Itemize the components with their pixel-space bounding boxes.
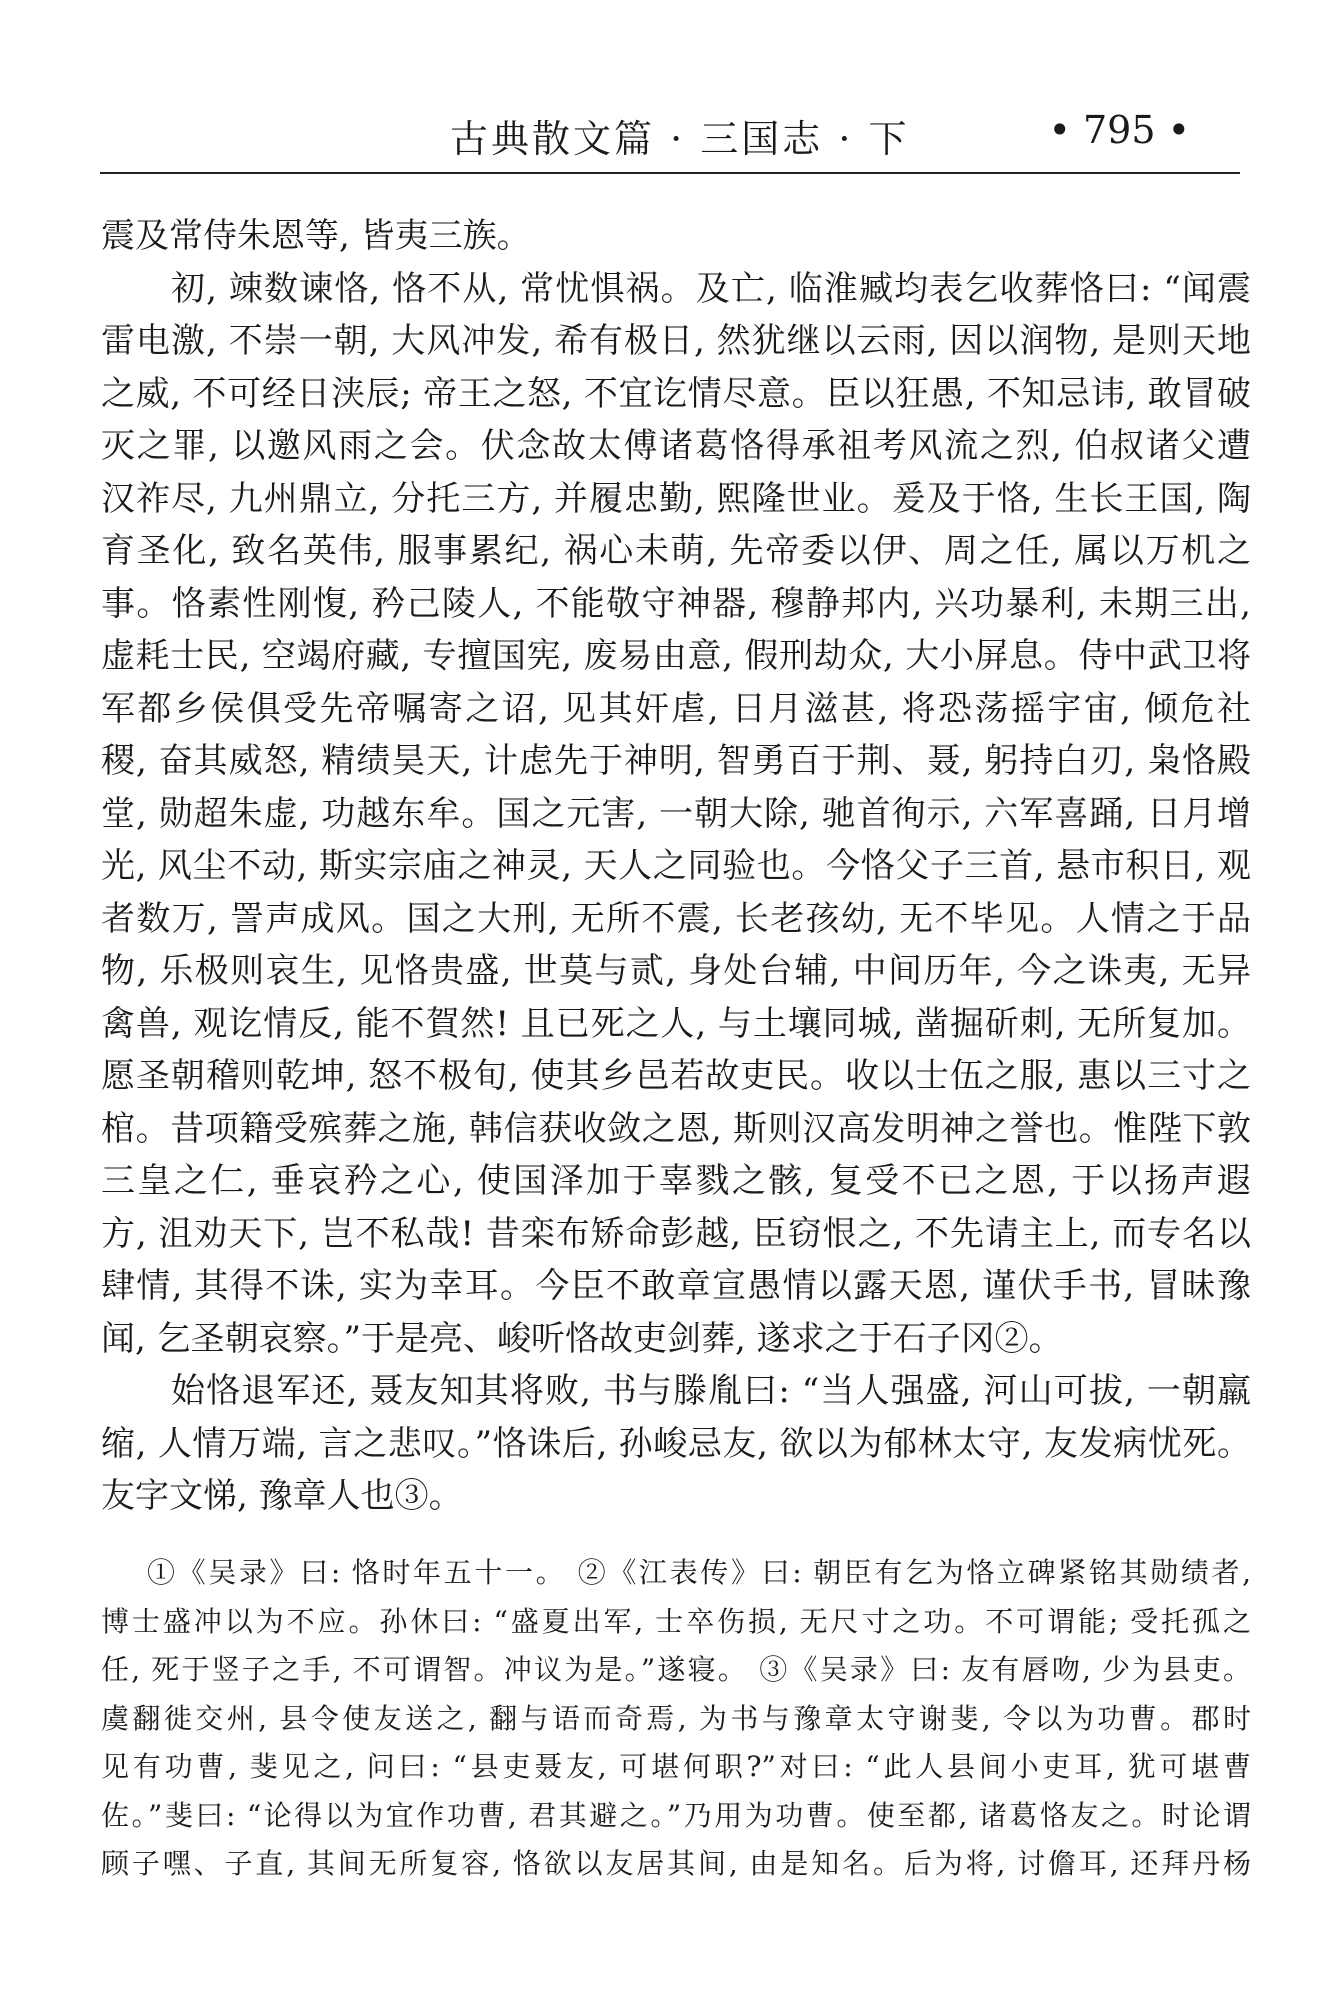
page-header (100, 100, 1240, 174)
text-line: 者数万, 詈声成风。国之大刑, 无所不震, 长老孩幼, 无不毕见。人情之于品 (101, 898, 1251, 939)
footnote-line: ①《吴录》曰: 恪时年五十一。 ②《江表传》曰: 朝臣有乞为恪立碑紧铭其勋绩者, (147, 1556, 1251, 1589)
text-line: 汉祚尽, 九州鼎立, 分托三方, 并履忠勤, 熙隆世业。爰及于恪, 生长王国, 陶 (101, 478, 1251, 519)
text-line: 闻, 乞圣朝哀察。”于是亮、峻听恪故吏剑葬, 遂求之于石子冈②。 (101, 1318, 1063, 1359)
text-line: 震及常侍朱恩等, 皆夷三族。 (101, 216, 531, 256)
main-text (101, 210, 1251, 1523)
text-line: 堂, 勋超朱虚, 功越东牟。国之元害, 一朝大除, 驰首徇示, 六军喜踊, 日月增 (101, 793, 1251, 834)
footnote-line: 顾子嘿、子直, 其间无所复容, 恪欲以友居其间, 由是知名。后为将, 讨儋耳, 还拜丹杨 (101, 1847, 1251, 1880)
text-line: 始恪退军还, 聂友知其将败, 书与滕胤曰: “当人强盛, 河山可拔, 一朝羸 (171, 1371, 1251, 1411)
text-line: 雷电激, 不崇一朝, 大风冲发, 希有极日, 然犹继以云雨, 因以润物, 是则天地 (101, 321, 1251, 361)
text-line: 肆情, 其得不诛, 实为幸耳。今臣不敢章宣愚情以露天恩, 谨伏手书, 冒昧豫 (101, 1266, 1251, 1306)
text-line: 缩, 人情万端, 言之悲叹。”恪诛后, 孙峻忌友, 欲以为郁林太守, 友发病忧死。 (101, 1423, 1251, 1464)
footnote-line: 见有功曹, 斐见之, 问曰: “县吏聂友, 可堪何职?”对曰: “此人县间小吏耳, 犹可堪曹 (101, 1750, 1251, 1783)
text-line: 方, 沮劝天下, 岂不私哉! 昔栾布矫命彭越, 臣窃恨之, 不先请主上, 而专名以 (101, 1213, 1251, 1254)
footnotes (101, 1549, 1251, 1889)
text-line: 光, 风尘不动, 斯实宗庙之神灵, 天人之同验也。今恪父子三首, 悬市积日, 观 (101, 846, 1251, 886)
text-line: 灭之罪, 以邀风雨之会。伏念故太傅诸葛恪得承祖考风流之烈, 伯叔诸父遭 (101, 426, 1251, 466)
footnote-line: 虞翻徙交州, 县令使友送之, 翻与语而奇焉, 为书与豫章太守谢斐, 令以为功曹。郡时 (101, 1701, 1251, 1735)
page-number: • 795 • (1048, 108, 1190, 152)
footnote-line: 任, 死于竖子之手, 不可谓智。冲议为是。”遂寝。 ③《吴录》曰: 友有唇吻, 少为县吏。 (101, 1653, 1251, 1686)
text-line: 事。恪素性刚愎, 矜己陵人, 不能敬守神器, 穆静邦内, 兴功暴利, 未期三出, (101, 583, 1251, 624)
footnote-line: 博士盛冲以为不应。孙休曰: “盛夏出军, 士卒伤损, 无尺寸之功。不可谓能; 受托孤之 (101, 1604, 1251, 1638)
running-title: 古典散文篇 · 三国志 · 下 (450, 117, 910, 161)
text-line: 初, 竦数谏恪, 恪不从, 常忧惧祸。及亡, 临淮臧均表乞收葬恪曰: “闻震 (171, 268, 1251, 309)
text-line: 友字文悌, 豫章人也③。 (101, 1476, 463, 1516)
text-line: 军都乡侯俱受先帝嘱寄之诏, 见其奸虐, 日月滋甚, 将恐荡摇宇宙, 倾危社 (101, 688, 1251, 729)
text-line: 三皇之仁, 垂哀矜之心, 使国泽加于辜戮之骸, 复受不已之恩, 于以扬声遐 (101, 1161, 1251, 1201)
footnote-line: 佐。”斐曰: “论得以为宜作功曹, 君其避之。”乃用为功曹。使至都, 诸葛恪友之。时论谓 (101, 1798, 1251, 1832)
text-line: 愿圣朝稽则乾坤, 怒不极旬, 使其乡邑若故吏民。收以士伍之服, 惠以三寸之 (101, 1056, 1251, 1096)
text-line: 之威, 不可经日浃辰; 帝王之怒, 不宜讫情尽意。臣以狂愚, 不知忌讳, 敢冒破 (101, 373, 1251, 414)
text-line: 物, 乐极则哀生, 见恪贵盛, 世莫与贰, 身处台辅, 中间历年, 今之诛夷, 无异 (101, 951, 1251, 991)
text-line: 虚耗士民, 空竭府藏, 专擅国宪, 废易由意, 假刑劫众, 大小屏息。侍中武卫将 (101, 636, 1251, 676)
text-line: 禽兽, 观讫情反, 能不賀然! 且已死之人, 与土壤同城, 凿掘斫刺, 无所复加。 (101, 1003, 1251, 1044)
text-line: 稷, 奋其威怒, 精绩昊天, 计虑先于神明, 智勇百于荆、聂, 躬持白刃, 枭恪殿 (101, 741, 1251, 781)
text-line: 育圣化, 致名英伟, 服事累纪, 祸心未萌, 先帝委以伊、周之任, 属以万机之 (101, 531, 1251, 571)
text-line: 棺。昔项籍受殡葬之施, 韩信获收敛之恩, 斯则汉高发明神之誉也。惟陛下敦 (101, 1108, 1251, 1149)
